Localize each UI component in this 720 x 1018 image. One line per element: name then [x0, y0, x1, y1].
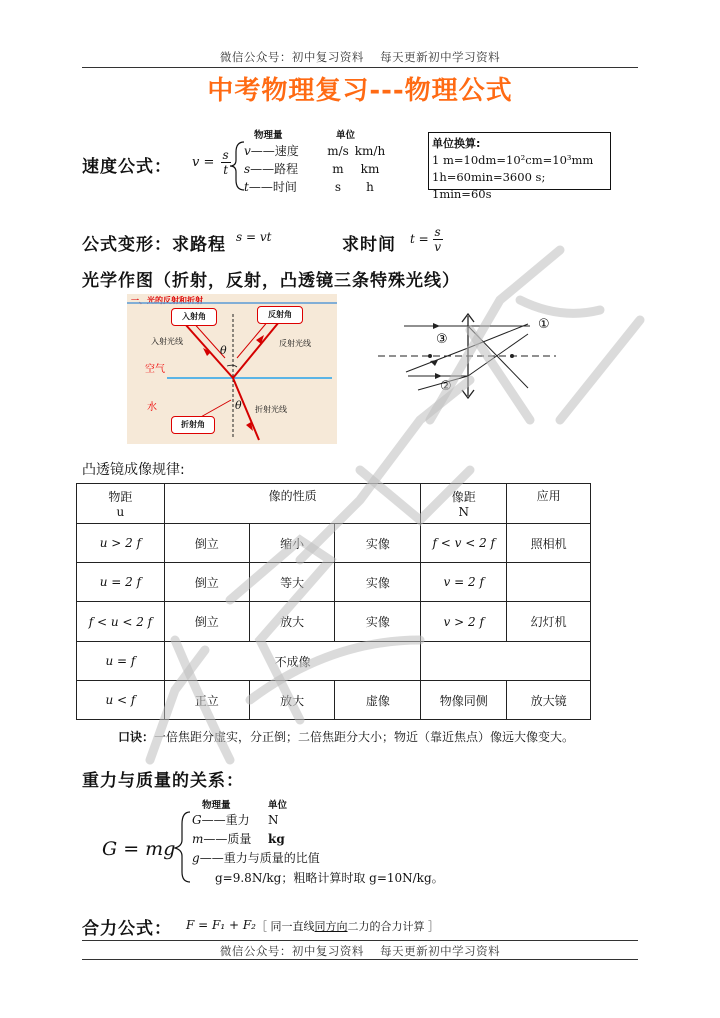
gravity-brace: [172, 810, 194, 884]
page-footer: 微信公众号：初中复习资料 每天更新初中学习资料: [219, 944, 501, 958]
water-label: 水: [147, 402, 157, 413]
speed-rows: [244, 142, 299, 196]
table-row: u < f 正立 放大 虚像 物像同侧 放大镜: [77, 681, 591, 720]
speed-formula: [192, 148, 231, 177]
lens-rules-label: 凸透镜成像规律:: [82, 462, 185, 478]
speed-formula-den: t: [223, 163, 229, 177]
unit-conversion-line2: 1h=60min=3600 s; 1min=60s: [432, 170, 561, 201]
gravity-formula: G = mg: [102, 838, 176, 860]
reflected-ray-label: 反射光线: [279, 339, 311, 348]
speed-row: v——速度: [244, 144, 299, 158]
gravity-rows: [192, 811, 320, 868]
resultant-note: ［ 同一直线同方向二力的合力计算 ］: [256, 920, 439, 933]
refracted-ray-label: 折射光线: [255, 405, 287, 414]
speed-units-2: km/h km h: [354, 144, 386, 194]
time-formula: t = $\frac{s}{v}$: [410, 225, 441, 254]
header-object-distance: 物距 u: [77, 484, 165, 524]
transform-label: 公式变形：求路程: [82, 235, 226, 255]
lens-mark-2: ②: [440, 379, 452, 394]
gravity-row: g——重力与质量的比值: [192, 851, 320, 865]
mnemonic-text: 一倍焦距分虚实，分正倒；二倍焦距分大小；物近（靠近焦点）像远大像变大。: [154, 730, 575, 744]
footer-divider-top: [82, 940, 638, 941]
header-application: 应用: [507, 484, 591, 524]
gravity-note: g=9.8N/kg；粗略计算时取 g=10N/kg。: [215, 871, 444, 885]
reflected-ray-line: [233, 322, 279, 378]
convex-lens-diagram: [378, 310, 558, 402]
refraction-angle-tag: 折射角: [171, 416, 215, 434]
footer-divider-bottom: [82, 959, 638, 960]
lens-mark-3: ③: [436, 332, 448, 347]
gravity-row: m——质量: [192, 832, 252, 846]
speed-formula-num: s: [222, 148, 229, 162]
table-row: u = 2 f 倒立 等大 实像 v = 2 f: [77, 563, 591, 602]
speed-label: 速度公式：: [82, 157, 172, 177]
speed-col-quantity: 物理量: [254, 130, 283, 141]
table-header-row: [77, 484, 591, 524]
gravity-label: 重力与质量的关系：: [82, 771, 244, 791]
diagram-title: 一、光的反射和折射: [131, 296, 203, 305]
theta-upper: θ: [220, 344, 227, 357]
table-row: f < u < 2 f 倒立 放大 实像 v > 2 f 幻灯机: [77, 602, 591, 642]
resultant-label: 合力公式：: [82, 919, 172, 939]
time-label: 求时间: [342, 235, 396, 255]
optics-label: 光学作图（折射，反射，凸透镜三条特殊光线）: [82, 271, 460, 291]
header-image-distance: 像距 N: [421, 484, 507, 524]
header-image-nature: 像的性质: [164, 484, 420, 524]
page-header: 微信公众号：初中复习资料 每天更新初中学习资料: [219, 50, 501, 64]
incident-angle-tag: 入射角: [171, 308, 217, 326]
speed-col-unit: 单位: [336, 130, 356, 141]
distance-formula: s = vt: [236, 230, 272, 244]
speed-row: s——路程: [244, 162, 299, 176]
unit-conversion-line1: 1 m=10dm=10²cm=10³mm: [432, 153, 594, 167]
page-title: 中考物理复习---物理公式: [207, 76, 513, 106]
speed-units-1: m/s m s: [327, 144, 349, 194]
gravity-col-unit: 单位: [268, 800, 288, 811]
gravity-col-quantity: 物理量: [202, 800, 231, 811]
lens-mark-1: ①: [538, 317, 550, 332]
table-row: u > 2 f 倒立 缩小 实像 f < v < 2 f 照相机: [77, 524, 591, 563]
speed-formula-lhs: v =: [192, 155, 215, 170]
lens-rules-table: [76, 483, 591, 720]
gravity-row: G——重力: [192, 813, 250, 827]
resultant-formula: F = F₁ + F₂: [186, 918, 256, 932]
unit-conversion-title: 单位换算:: [432, 137, 481, 150]
mnemonic: [118, 728, 574, 745]
incident-ray-label: 入射光线: [151, 337, 183, 346]
table-row: u = f 不成像: [77, 642, 591, 681]
unit-conversion-box: [428, 132, 611, 201]
reflection-angle-tag: 反射角: [257, 306, 303, 324]
air-label: 空气: [145, 364, 165, 375]
reflection-refraction-diagram: [127, 294, 337, 444]
mnemonic-label: 口诀：: [118, 730, 155, 744]
header-divider: [82, 67, 638, 68]
theta-lower: θ: [235, 399, 242, 412]
gravity-units: N kg: [268, 813, 285, 846]
speed-row: t——时间: [244, 180, 297, 194]
